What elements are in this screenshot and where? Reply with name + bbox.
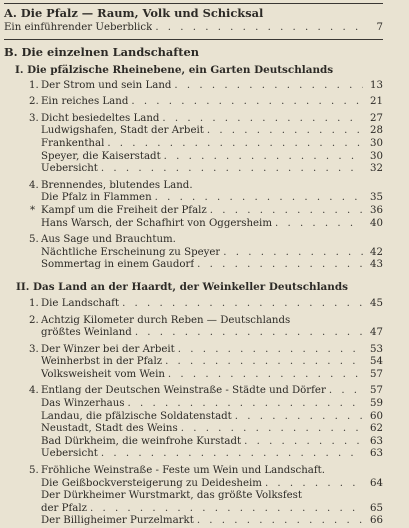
toc-entry (4, 234, 383, 247)
entry-page: 66 (370, 515, 383, 527)
dot-leader (162, 356, 363, 369)
toc-entry (4, 247, 383, 260)
entry-number: 1. (29, 297, 39, 309)
entry-text: größtes Weinland (41, 327, 132, 339)
entry-text: Achtzig Kilometer durch Reben — Deutschlands (41, 314, 291, 326)
dot-leader (262, 478, 363, 491)
dot-leader (178, 423, 363, 436)
dot-leader (241, 436, 363, 449)
toc-entry (4, 180, 383, 193)
dot-leader (171, 80, 363, 93)
part-2-entries (4, 298, 383, 528)
entry-text: Brennendes, blutendes Land. (41, 179, 193, 191)
dot-leader (161, 151, 363, 164)
entry-text: Ein reiches Land (41, 96, 129, 108)
entry-page: 63 (370, 448, 383, 460)
toc-entry (4, 356, 383, 369)
dot-leader (220, 247, 363, 260)
entry-text: Uebersicht (41, 448, 98, 460)
entry-text: Entlang der Deutschen Weinstraße - Städte und Dörfer (41, 385, 326, 397)
toc-entry-intro (4, 22, 383, 35)
entry-page: 57 (370, 385, 383, 397)
toc-entry (4, 436, 383, 449)
toc-entry (4, 385, 383, 398)
toc-entry (4, 125, 383, 138)
dot-leader (128, 96, 363, 109)
entry-page: 53 (370, 343, 383, 355)
dot-leader (194, 259, 363, 272)
entry-page: 43 (370, 259, 383, 271)
entry-text: Neustadt, Stadt des Weins (41, 423, 178, 435)
entry-page: 30 (370, 137, 383, 149)
toc-entry (4, 398, 383, 411)
entry-page: 28 (370, 125, 383, 137)
entry-text: Das Winzerhaus (41, 398, 125, 410)
entry-text: Nächtliche Erscheinung zu Speyer (41, 246, 221, 258)
entry-page: 13 (370, 79, 383, 91)
part-2-title: II. Das Land an der Haardt, der Weinkeller Deutschlands (16, 280, 348, 293)
toc-entry (4, 298, 383, 311)
entry-text: Die Geißbockversteigerung zu Deidesheim (41, 477, 262, 489)
toc-entry (4, 205, 383, 218)
entry-text: Sommertag in einem Gaudorf (41, 259, 195, 271)
entry-text: Uebersicht (41, 163, 98, 175)
toc-entry (4, 113, 383, 126)
entry-text: Der Dürkheimer Wurstmarkt, das größte Volksfest (41, 490, 302, 502)
dot-leader (98, 163, 363, 176)
entry-text: Der Winzer bei der Arbeit (41, 343, 175, 355)
dot-leader (152, 22, 363, 35)
entry-page: 57 (370, 368, 383, 380)
entry-text: Der Strom und sein Land (41, 79, 172, 91)
toc-entry (4, 423, 383, 436)
entry-text: Der Billigheimer Purzelmarkt (41, 515, 194, 527)
toc-entry (4, 218, 383, 231)
toc-entry (4, 315, 383, 328)
entry-text: Weinherbst in der Pfalz (41, 356, 163, 368)
dot-leader (326, 385, 363, 398)
entry-page: 40 (370, 217, 383, 229)
entry-text: Ein einführender Ueberblick (4, 22, 153, 33)
dot-leader (204, 125, 363, 138)
toc-entry (4, 465, 383, 478)
toc-entry (4, 96, 383, 109)
entry-number: 3. (29, 112, 39, 124)
entry-text: Bad Dürkheim, die weinfrohe Kurstadt (41, 435, 242, 447)
toc-entry (4, 515, 383, 528)
dot-leader (98, 448, 363, 461)
entry-page: 30 (370, 150, 383, 162)
entry-page: 42 (370, 246, 383, 258)
entry-page: 7 (376, 22, 383, 33)
entry-number: 5. (29, 465, 39, 477)
entry-marker: * (30, 204, 36, 216)
entry-text: Aus Sage und Brauchtum. (41, 234, 176, 246)
dot-leader (125, 398, 363, 411)
toc-entry (4, 369, 383, 382)
entry-text: Ludwigshafen, Stadt der Arbeit (41, 125, 204, 137)
entry-number: 2. (29, 96, 39, 108)
dot-leader (152, 192, 363, 205)
entry-number: 5. (29, 234, 39, 246)
entry-page: 64 (370, 477, 383, 489)
entry-text: Speyer, die Kaiserstadt (41, 150, 161, 162)
entry-page: 65 (370, 502, 383, 514)
toc-entry (4, 163, 383, 176)
entry-text: Die Pfalz in Flammen (41, 192, 152, 204)
entry-page: 54 (370, 356, 383, 368)
entry-text: Die Landschaft (41, 297, 120, 309)
part-1-entries (4, 80, 383, 272)
toc-entry (4, 503, 383, 516)
toc-entry (4, 259, 383, 272)
toc-entry (4, 138, 383, 151)
dot-leader (272, 218, 363, 231)
dot-leader (132, 327, 363, 340)
part-1-title: I. Die pfälzische Rheinebene, ein Garten Deutschlands (15, 63, 334, 76)
toc-entry (4, 411, 383, 424)
entry-text: der Pfalz (41, 502, 87, 514)
dot-leader (104, 138, 363, 151)
entry-text: Dicht besiedeltes Land (41, 112, 160, 124)
entry-text: Kampf um die Freiheit der Pfalz (41, 204, 207, 216)
toc-entry (4, 327, 383, 340)
toc-entry (4, 151, 383, 164)
section-rule (4, 39, 383, 40)
dot-leader (159, 113, 363, 126)
entry-text: Fröhliche Weinstraße - Feste um Wein und Landschaft. (41, 465, 325, 477)
entry-number: 3. (29, 343, 39, 355)
dot-leader (207, 205, 363, 218)
entry-page: 60 (370, 410, 383, 422)
top-rule (4, 3, 383, 4)
entry-page: 36 (370, 204, 383, 216)
entry-number: 4. (29, 179, 39, 191)
toc-entry (4, 80, 383, 93)
section-a-title: A. Die Pfalz — Raum, Volk und Schicksal (4, 6, 264, 20)
dot-leader (194, 515, 363, 528)
entry-page: 35 (370, 192, 383, 204)
entry-page: 45 (370, 297, 383, 309)
entry-page: 32 (370, 163, 383, 175)
entry-text: Landau, die pfälzische Soldatenstadt (41, 410, 232, 422)
dot-leader (165, 369, 363, 382)
entry-number: 1. (29, 79, 39, 91)
dot-leader (87, 503, 363, 516)
entry-page: 62 (370, 423, 383, 435)
entry-page: 63 (370, 435, 383, 447)
entry-text: Volksweisheit vom Wein (41, 368, 165, 380)
dot-leader (119, 298, 363, 311)
section-b-title: B. Die einzelnen Landschaften (4, 44, 199, 59)
entry-page: 59 (370, 398, 383, 410)
entry-text: Hans Warsch, der Schafhirt von Oggersheim (41, 217, 272, 229)
entry-page: 47 (370, 327, 383, 339)
toc-entry (4, 478, 383, 491)
entry-page: 21 (370, 96, 383, 108)
entry-number: 2. (29, 314, 39, 326)
entry-page: 27 (370, 112, 383, 124)
toc-entry (4, 490, 383, 503)
entry-number: 4. (29, 385, 39, 397)
toc-entry (4, 344, 383, 357)
entry-text: Frankenthal (41, 137, 105, 149)
dot-leader (175, 344, 363, 357)
toc-entry (4, 192, 383, 205)
toc-entry (4, 448, 383, 461)
dot-leader (232, 411, 363, 424)
